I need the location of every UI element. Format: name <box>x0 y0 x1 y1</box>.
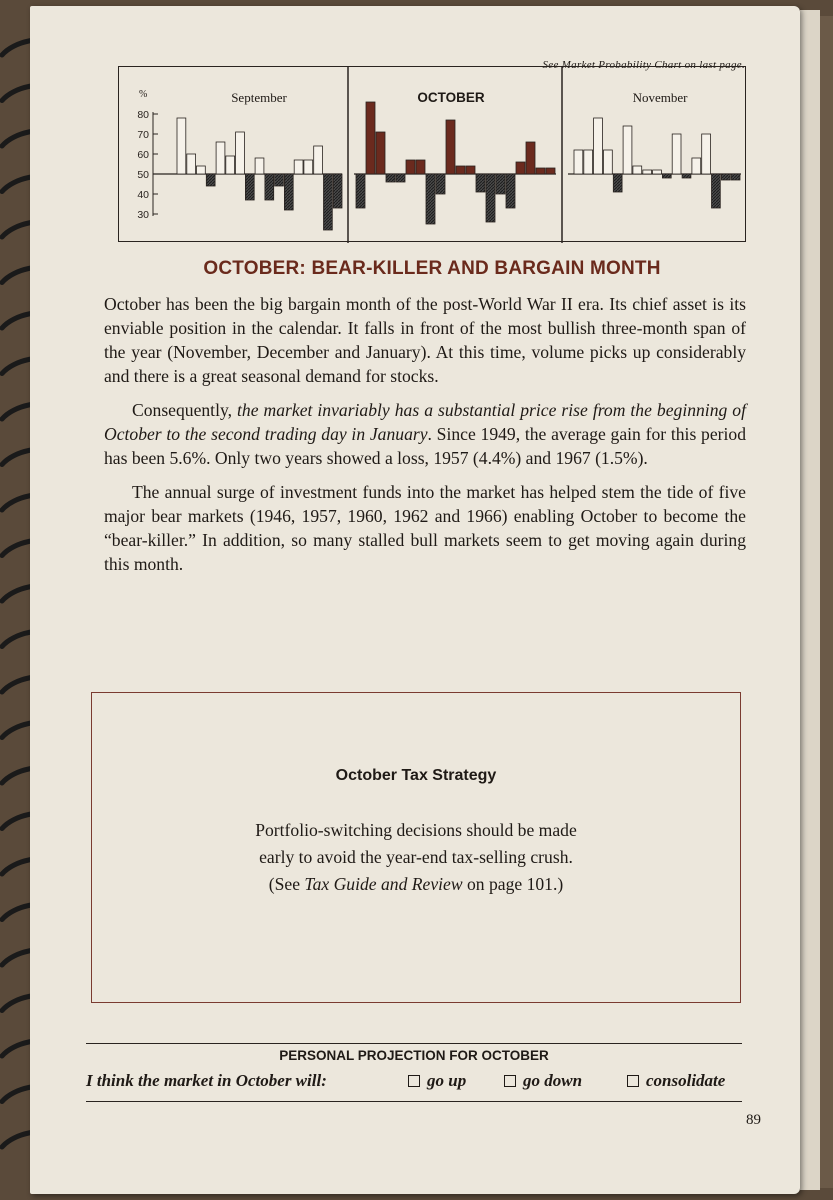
bar-down <box>265 174 274 200</box>
paragraph-1: October has been the big bargain month of the post-World War II era. Its chief asset is its enviable position in the calendar. It falls in front of the most bullish three-month span of the year (November, December and January). At this time, volume picks up considerably and there is a great seasonal demand for stocks. <box>104 294 746 386</box>
bar-up <box>314 146 323 174</box>
bar-up <box>416 160 425 174</box>
page-title: OCTOBER: BEAR-KILLER AND BARGAIN MONTH <box>203 258 661 279</box>
bar-down <box>324 174 333 230</box>
see-note: See Market Probability Chart on last page. <box>542 59 745 71</box>
chart-svg <box>119 67 747 243</box>
bar-up <box>446 120 455 174</box>
tax-line-3 <box>92 871 740 898</box>
bar-down <box>496 174 505 194</box>
bar-down <box>284 174 293 210</box>
bar-up <box>376 132 385 174</box>
tax-line-3-start: (See <box>268 874 305 894</box>
page-number: 89 <box>746 1112 761 1128</box>
option-go-down[interactable] <box>504 1071 582 1091</box>
seasonal-bar-chart <box>118 66 746 242</box>
projection-title: PERSONAL PROJECTION FOR OCTOBER <box>279 1048 549 1063</box>
bar-up <box>366 102 375 174</box>
bar-up <box>516 162 525 174</box>
article-body <box>104 292 746 586</box>
bar-down <box>721 174 730 180</box>
option-go-up[interactable] <box>408 1071 466 1091</box>
bar-up <box>236 132 245 174</box>
tax-strategy-title: October Tax Strategy <box>335 767 497 784</box>
tax-line-1: Portfolio-switching decisions should be made <box>255 820 577 840</box>
y-tick-label: 50 <box>137 169 149 181</box>
bar-up <box>633 166 642 174</box>
option-go-up-label: go up <box>427 1071 467 1090</box>
tax-line-2: early to avoid the year-end tax-selling crush. <box>259 847 573 867</box>
checkbox-go-down[interactable] <box>504 1075 516 1087</box>
bar-up <box>584 150 593 174</box>
page-stack-shadow <box>818 16 833 1188</box>
bar-up <box>604 150 613 174</box>
bar-down <box>731 174 740 180</box>
bar-down <box>386 174 395 182</box>
bar-up <box>574 150 583 174</box>
bar-up <box>197 166 206 174</box>
tax-strategy-box <box>91 692 741 1003</box>
y-tick-label: 60 <box>137 149 149 161</box>
bar-up <box>255 158 264 174</box>
option-consolidate-label: consolidate <box>646 1071 726 1090</box>
y-tick-label: 40 <box>137 189 149 201</box>
bar-down <box>436 174 445 194</box>
bar-down <box>682 174 691 178</box>
projection-prompt: I think the market in October will: <box>86 1071 327 1090</box>
bar-down <box>206 174 215 186</box>
y-tick-label: 70 <box>137 129 149 141</box>
bar-down <box>245 174 254 200</box>
paragraph-3: The annual surge of investment funds into the market has helped stem the tide of five major bear markets (1946, 1957, 1960, 1962 and 1966) enabling October to become the “bear-killer.” In addition, so many stalled bull markets seem to get moving again during this month. <box>104 482 746 574</box>
bar-down <box>356 174 365 208</box>
bar-up <box>594 118 603 174</box>
bar-up <box>216 142 225 174</box>
checkbox-go-up[interactable] <box>408 1075 420 1087</box>
option-go-down-label: go down <box>523 1071 583 1090</box>
bar-up <box>294 160 303 174</box>
y-tick-label: 80 <box>137 109 149 121</box>
bar-up <box>187 154 196 174</box>
panel-label: OCTOBER <box>417 90 485 105</box>
bar-down <box>486 174 495 222</box>
tax-strategy-text <box>92 817 740 898</box>
bar-down <box>333 174 342 208</box>
bar-up <box>692 158 701 174</box>
bar-up <box>456 166 465 174</box>
projection-top-rule <box>86 1043 742 1044</box>
paragraph-2-start: Consequently, <box>132 400 238 420</box>
y-tick-label: 30 <box>137 209 149 221</box>
tax-line-3-end: on page 101.) <box>462 874 564 894</box>
page-stack-edge <box>800 10 820 1190</box>
projection-bottom-rule <box>86 1101 742 1102</box>
bar-down <box>712 174 721 208</box>
paragraph-2-italic: the market invariably has a substantial price rise from the beginning of October to the second trading day in January <box>104 400 746 444</box>
paragraph-2 <box>104 398 746 470</box>
bar-up <box>226 156 235 174</box>
bar-up <box>672 134 681 174</box>
bar-up <box>177 118 186 174</box>
bar-up <box>623 126 632 174</box>
bar-down <box>613 174 622 192</box>
paragraph-2-end: . Since 1949, the average gain for this period has been 5.6%. Only two years showed a loss, 1957 (4.4%) and 1967 (1.5%). <box>104 424 746 468</box>
option-consolidate[interactable] <box>627 1071 725 1091</box>
bar-down <box>476 174 485 192</box>
panel-label: September <box>231 90 287 105</box>
bar-down <box>506 174 515 208</box>
panel-label: November <box>632 90 688 105</box>
bar-up <box>546 168 555 174</box>
tax-guide-reference: Tax Guide and Review <box>304 874 463 894</box>
checkbox-consolidate[interactable] <box>627 1075 639 1087</box>
bar-up <box>526 142 535 174</box>
bar-up <box>304 160 313 174</box>
bar-up <box>536 168 545 174</box>
bar-up <box>466 166 475 174</box>
bar-down <box>275 174 284 186</box>
bar-up <box>702 134 711 174</box>
bar-up <box>406 160 415 174</box>
bar-down <box>662 174 671 178</box>
bar-down <box>396 174 405 182</box>
bar-up <box>643 170 652 174</box>
bar-up <box>653 170 662 174</box>
y-axis-label: % <box>139 89 148 100</box>
bar-down <box>426 174 435 224</box>
